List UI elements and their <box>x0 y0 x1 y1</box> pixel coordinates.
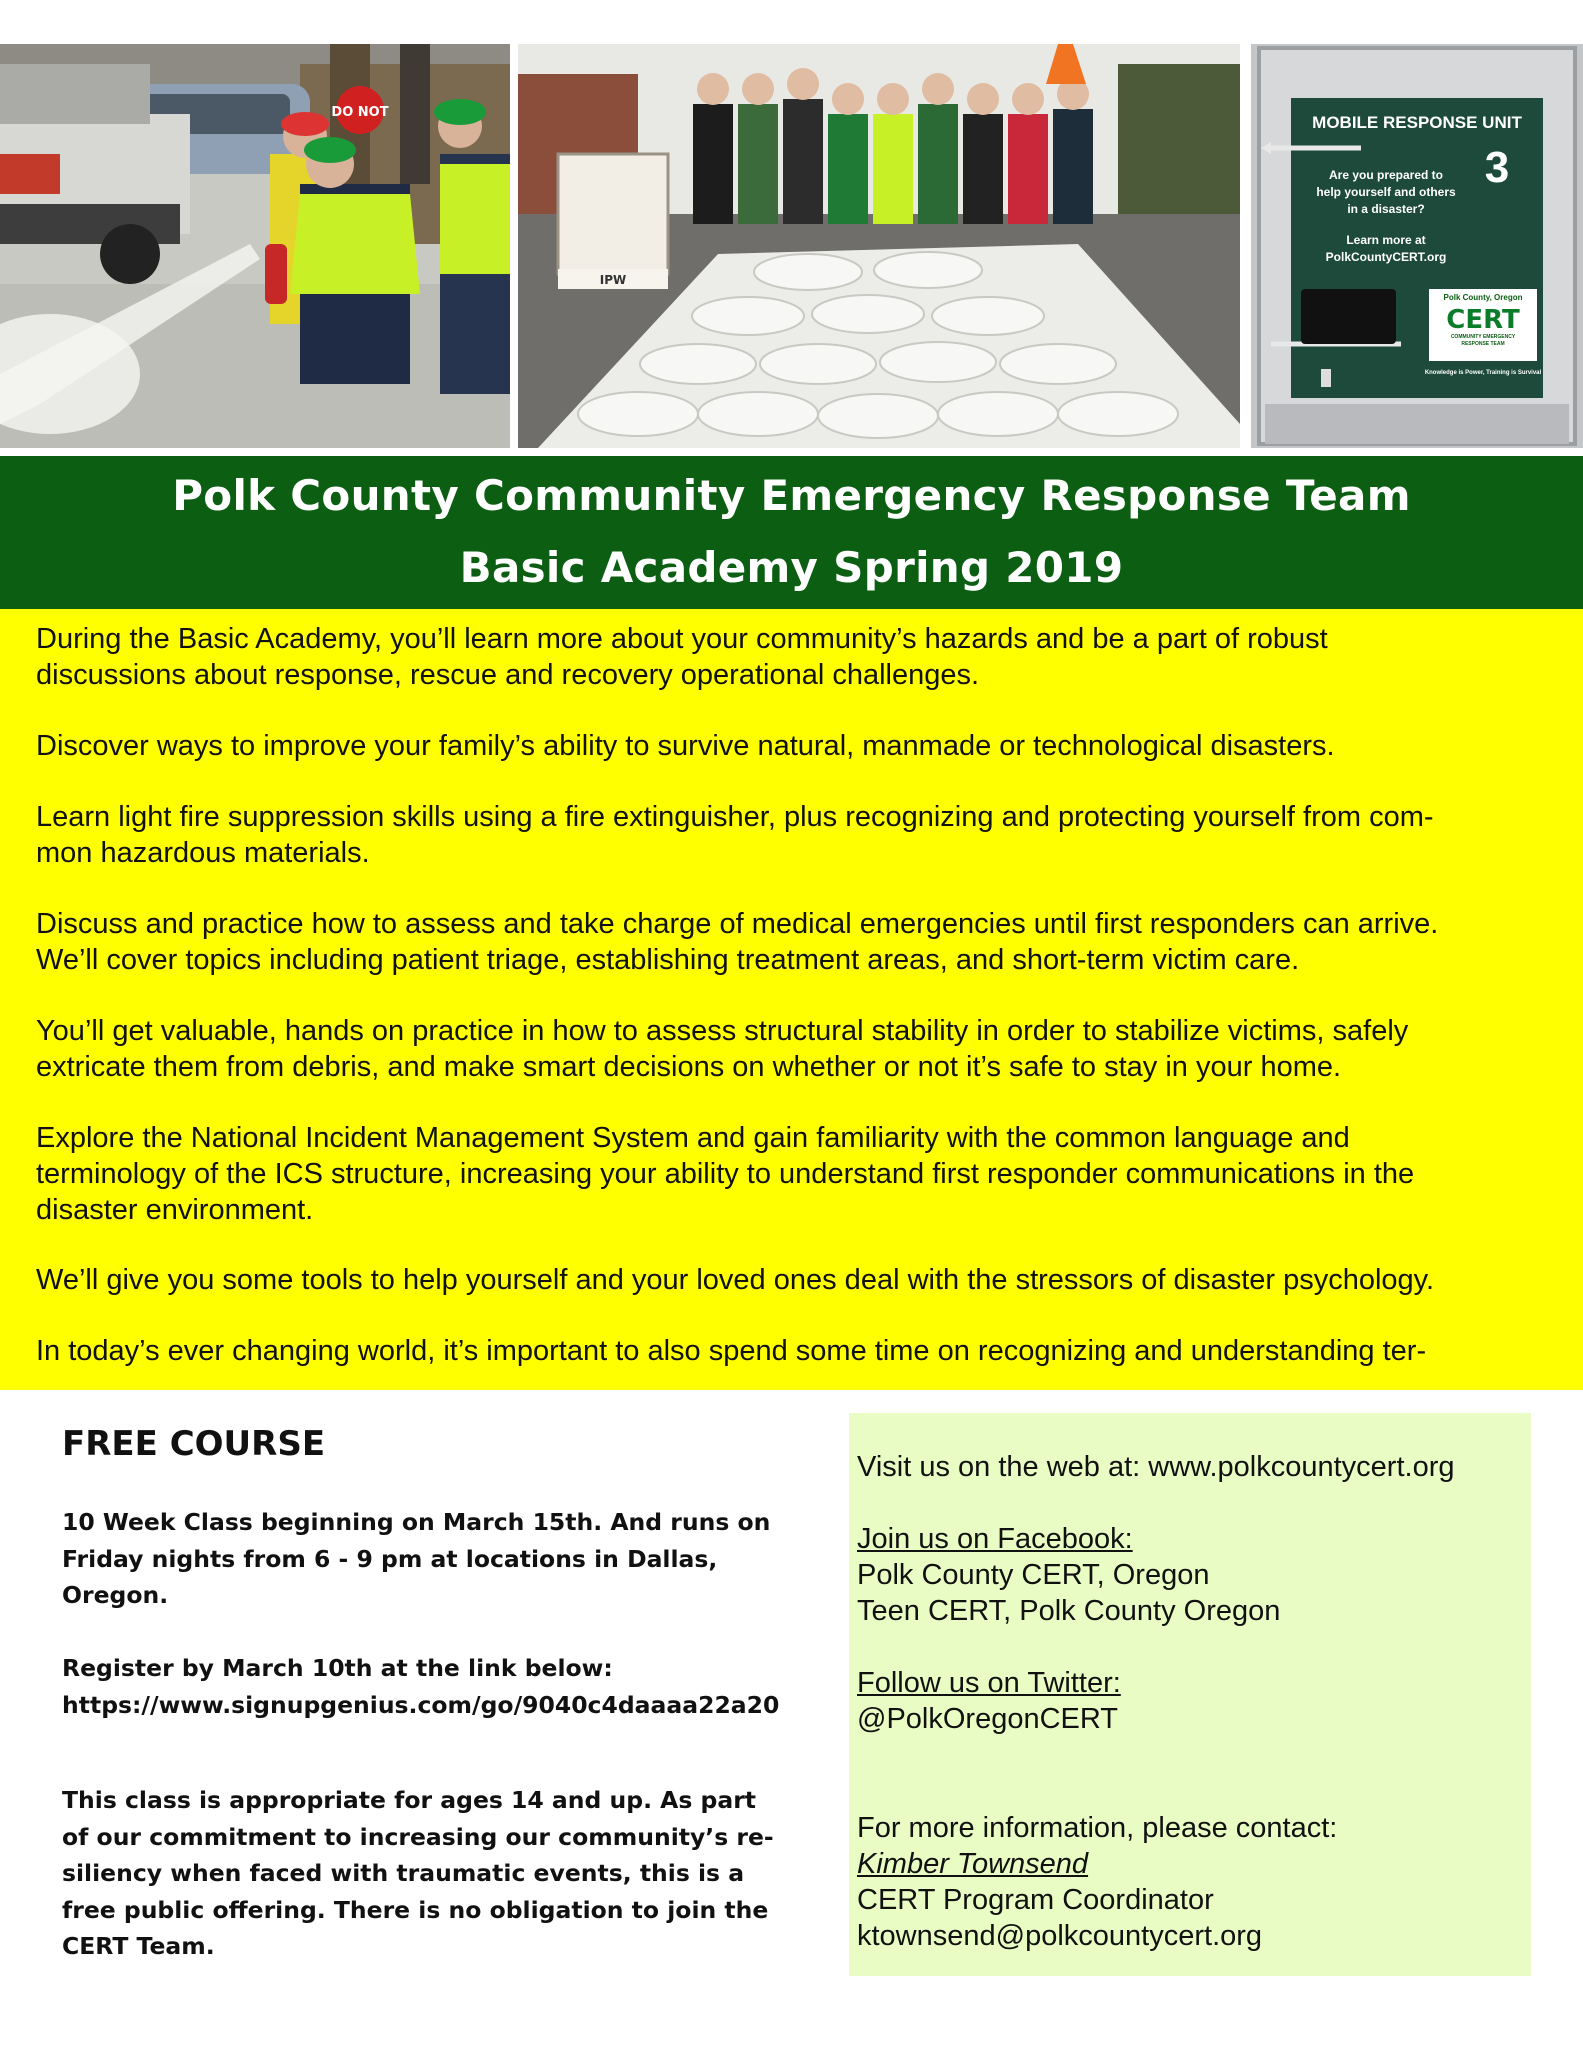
sign-text: DO NOT <box>331 105 389 120</box>
trailer-learn-more-line: PolkCountyCERT.org <box>1325 250 1447 264</box>
twitter-heading: Follow us on Twitter: <box>857 1667 1121 1699</box>
contact-box <box>849 1413 1531 1976</box>
fire-extinguisher-training-photo <box>0 44 510 448</box>
page-subtitle: Basic Academy Spring 2019 <box>459 543 1124 592</box>
intro-paragraph: Discuss and practice how to assess and take charge of medical emergencies until first responders can arrive. We’ll cover topics including patient triage, establishing treatment areas, and short-term victim care. <box>36 908 1439 976</box>
barricade-text: IPW <box>599 273 627 287</box>
page-title: Polk County Community Emergency Response Team <box>172 471 1411 520</box>
intro-paragraph: Discover ways to improve your family’s ability to survive natural, manmade or technological disasters. <box>36 730 1335 762</box>
cert-logo <box>1429 289 1537 361</box>
trailer-question-line: in a disaster? <box>1347 202 1425 216</box>
intro-paragraph: In today’s ever changing world, it’s important to also spend some time on recognizing and understanding ter- <box>36 1335 1427 1367</box>
intro-paragraph: We’ll give you some tools to help yourself and your loved ones deal with the stressors of disaster psychology. <box>36 1264 1435 1296</box>
intro-paragraph: Learn light fire suppression skills using a fire extinguisher, plus recognizing and protecting yourself from com- mon hazardous materials. <box>36 801 1434 869</box>
trailer-heading: MOBILE RESPONSE UNIT <box>1312 113 1522 132</box>
unit-number: 3 <box>1484 143 1510 192</box>
svg-text:CERT: CERT <box>1446 305 1520 335</box>
sandbag-team-photo <box>518 44 1240 448</box>
cert-tagline: Knowledge is Power, Training is Survival <box>1424 370 1542 376</box>
intro-paragraph: During the Basic Academy, you’ll learn more about your community’s hazards and be a part of robust discussions about response, rescue and recovery operational challenges. <box>36 623 1328 691</box>
contact-title: CERT Program Coordinator <box>857 1884 1214 1916</box>
contact-name: Kimber Townsend <box>857 1848 1089 1880</box>
registration-link[interactable]: https://www.signupgenius.com/go/9040c4daaaa22a20 <box>62 1690 780 1719</box>
website-link[interactable]: Visit us on the web at: www.polkcountycert.org <box>857 1451 1455 1483</box>
svg-text:COMMUNITY EMERGENCY: COMMUNITY EMERGENCY <box>1450 334 1516 340</box>
course-registration: Register by March 10th at the link below: https://www.signupgenius.com/go/9040c4daaaa22a20 <box>62 1650 832 1723</box>
trailer-question-line: Are you prepared to <box>1328 168 1444 182</box>
svg-text:Polk County, Oregon: Polk County, Oregon <box>1443 293 1523 302</box>
facebook-page[interactable]: Polk County CERT, Oregon <box>857 1559 1210 1591</box>
mobile-response-trailer-photo <box>1251 44 1583 448</box>
course-schedule: 10 Week Class beginning on March 15th. And runs on Friday nights from 6 - 9 pm at locations in Dallas, Oregon. <box>62 1508 771 1609</box>
info-label: For more information, please contact: <box>857 1812 1338 1844</box>
free-course-heading: FREE COURSE <box>62 1424 326 1464</box>
svg-text:RESPONSE TEAM: RESPONSE TEAM <box>1461 341 1505 347</box>
intro-paragraph: Explore the National Incident Management System and gain familiarity with the common language and terminology of the ICS structure, increasing your ability to understand first responder communications in the disaster environment. <box>36 1122 1415 1226</box>
facebook-page[interactable]: Teen CERT, Polk County Oregon <box>857 1595 1281 1627</box>
trailer-learn-more-line: Learn more at <box>1346 233 1426 247</box>
intro-paragraph: You’ll get valuable, hands on practice in how to assess structural stability in order to stabilize victims, safely extricate them from debris, and make smart decisions on whether or not it’s safe to stay in your home. <box>36 1015 1409 1083</box>
twitter-handle[interactable]: @PolkOregonCERT <box>857 1703 1118 1735</box>
academy-description <box>0 609 1583 1390</box>
course-eligibility: This class is appropriate for ages 14 and up. As part of our commitment to increasing our community’s re- siliency when faced with traumatic events, this is a free public offering. There is no obligation to join the CERT Team. <box>62 1786 774 1960</box>
facebook-heading: Join us on Facebook: <box>857 1523 1133 1555</box>
photo-strip <box>0 44 1583 448</box>
trailer-question-line: help yourself and others <box>1316 185 1456 199</box>
title-banner <box>0 456 1583 609</box>
contact-email[interactable]: ktownsend@polkcountycert.org <box>857 1920 1263 1952</box>
